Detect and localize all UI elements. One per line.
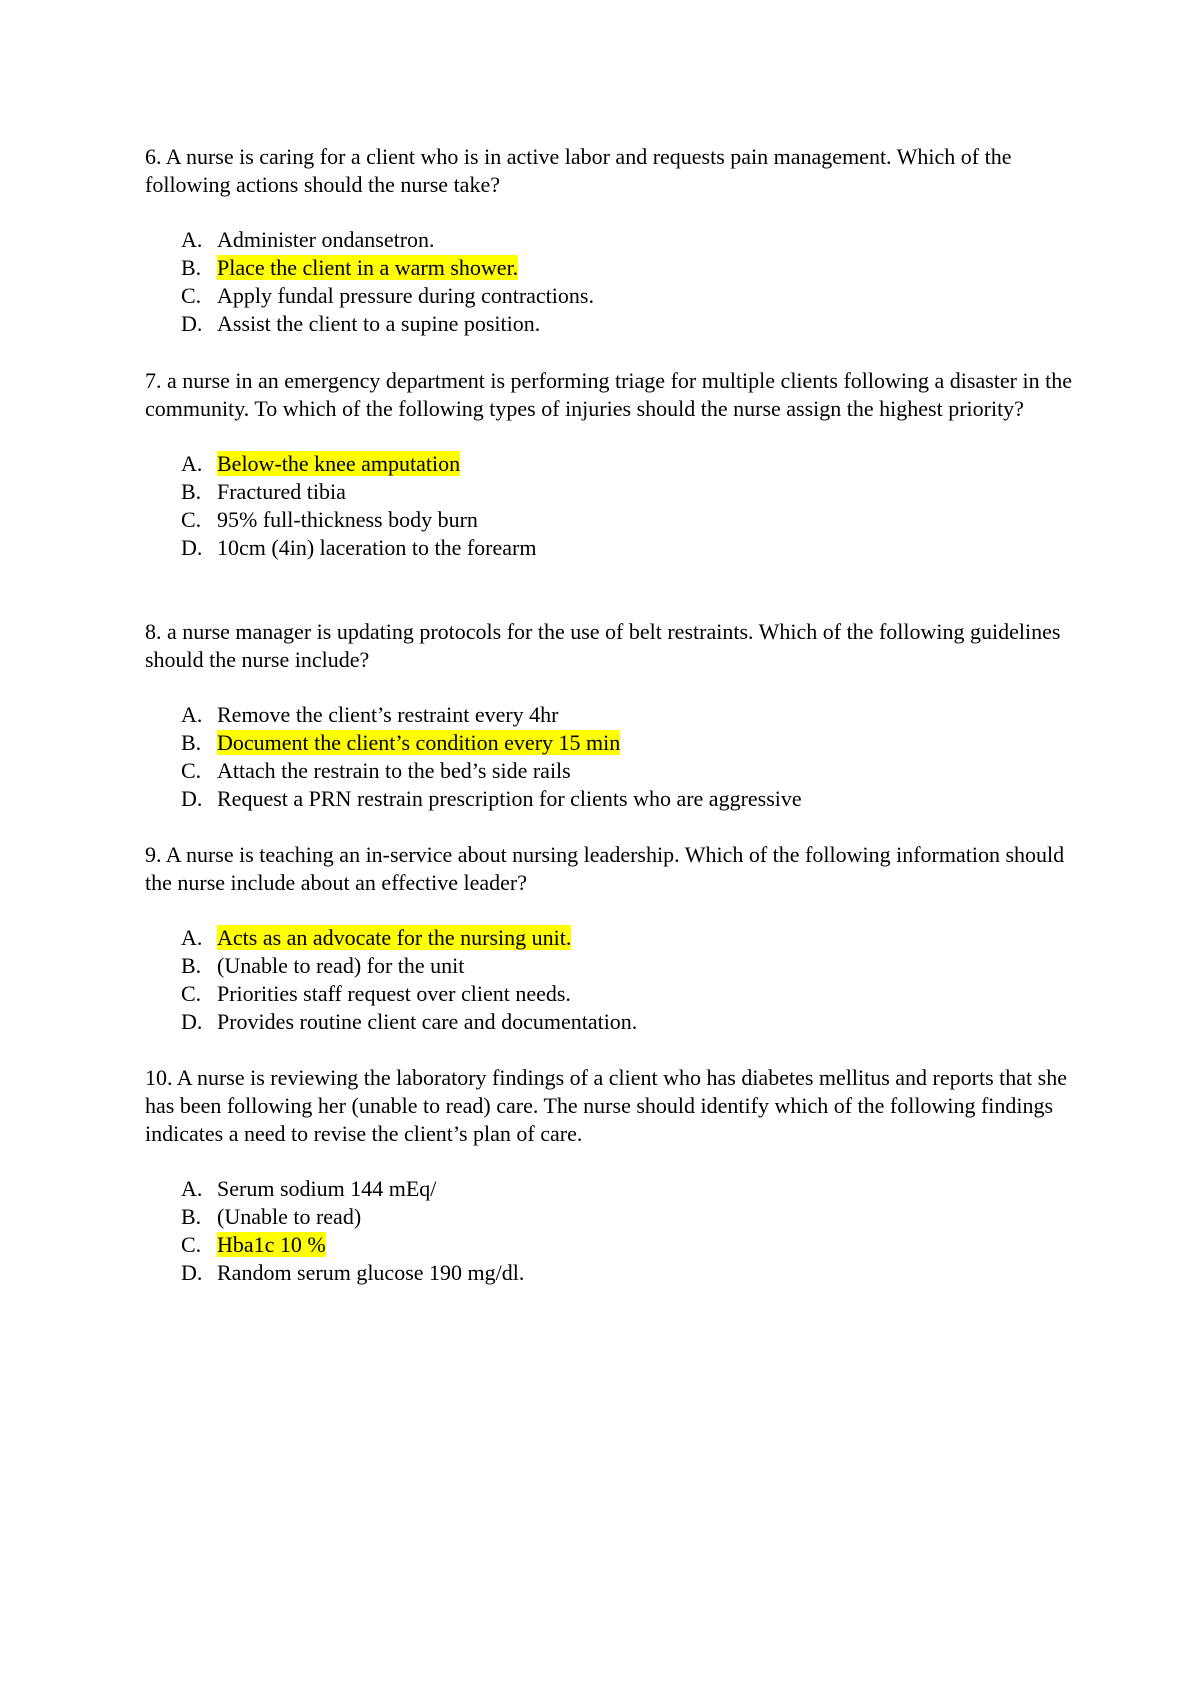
option-text: Provides routine client care and documentation. bbox=[217, 1009, 638, 1034]
option-text: (Unable to read) for the unit bbox=[217, 953, 465, 978]
option-text: Place the client in a warm shower. bbox=[217, 255, 519, 280]
option-letter: B. bbox=[181, 730, 202, 755]
question-7 bbox=[145, 367, 1095, 562]
option-text: Attach the restrain to the bed’s side rails bbox=[217, 758, 571, 783]
question-stem: 7. a nurse in an emergency department is performing triage for multiple clients following a disaster in the community. To which of the following types of injuries should the nurse assign the highest priority? bbox=[145, 368, 1072, 421]
option-letter: B. bbox=[181, 255, 202, 280]
option-a bbox=[145, 1175, 1095, 1203]
option-letter: C. bbox=[181, 981, 202, 1006]
option-a bbox=[145, 450, 1095, 478]
option-text: Random serum glucose 190 mg/dl. bbox=[217, 1260, 525, 1285]
question-stem: 10. A nurse is reviewing the laboratory findings of a client who has diabetes mellitus and reports that she has been following her (unable to read) care. The nurse should identify which of the following findings indicates a need to revise the client’s plan of care. bbox=[145, 1065, 1067, 1146]
option-letter: C. bbox=[181, 507, 202, 532]
option-a bbox=[145, 226, 1095, 254]
option-c bbox=[145, 282, 1095, 310]
answer-options bbox=[145, 226, 1095, 338]
option-letter: C. bbox=[181, 758, 202, 783]
option-text: Document the client’s condition every 15 min bbox=[217, 730, 621, 755]
option-a bbox=[145, 701, 1095, 729]
option-c bbox=[145, 506, 1095, 534]
option-c bbox=[145, 1231, 1095, 1259]
question-stem: 8. a nurse manager is updating protocols for the use of belt restraints. Which of the following guidelines should the nurse include? bbox=[145, 619, 1061, 672]
option-text: Remove the client’s restraint every 4hr bbox=[217, 702, 559, 727]
option-d bbox=[145, 785, 1095, 813]
option-letter: B. bbox=[181, 953, 202, 978]
option-text: (Unable to read) bbox=[217, 1204, 362, 1229]
option-text: Fractured tibia bbox=[217, 479, 346, 504]
option-letter: D. bbox=[181, 1009, 203, 1034]
question-6 bbox=[145, 143, 1095, 338]
answer-options bbox=[145, 450, 1095, 562]
option-letter: C. bbox=[181, 1232, 202, 1257]
option-text: Acts as an advocate for the nursing unit. bbox=[217, 925, 572, 950]
option-d bbox=[145, 1259, 1095, 1287]
option-letter: C. bbox=[181, 283, 202, 308]
option-b bbox=[145, 254, 1095, 282]
option-letter: B. bbox=[181, 1204, 202, 1229]
question-9 bbox=[145, 841, 1095, 1036]
option-d bbox=[145, 534, 1095, 562]
answer-options bbox=[145, 924, 1095, 1036]
answer-options bbox=[145, 701, 1095, 813]
option-text: Hba1c 10 % bbox=[217, 1232, 326, 1257]
option-text: 10cm (4in) laceration to the forearm bbox=[217, 535, 537, 560]
question-10 bbox=[145, 1064, 1095, 1287]
option-d bbox=[145, 310, 1095, 338]
option-text: Priorities staff request over client needs. bbox=[217, 981, 571, 1006]
option-d bbox=[145, 1008, 1095, 1036]
option-letter: A. bbox=[181, 227, 203, 252]
option-c bbox=[145, 757, 1095, 785]
option-letter: A. bbox=[181, 702, 203, 727]
option-b bbox=[145, 952, 1095, 980]
option-letter: A. bbox=[181, 451, 203, 476]
option-text: 95% full-thickness body burn bbox=[217, 507, 478, 532]
option-letter: D. bbox=[181, 1260, 203, 1285]
option-letter: A. bbox=[181, 1176, 203, 1201]
option-text: Below-the knee amputation bbox=[217, 451, 461, 476]
option-letter: D. bbox=[181, 786, 203, 811]
option-c bbox=[145, 980, 1095, 1008]
option-letter: D. bbox=[181, 311, 203, 336]
option-letter: A. bbox=[181, 925, 203, 950]
option-b bbox=[145, 729, 1095, 757]
option-letter: D. bbox=[181, 535, 203, 560]
option-text: Assist the client to a supine position. bbox=[217, 311, 541, 336]
option-text: Administer ondansetron. bbox=[217, 227, 435, 252]
option-b bbox=[145, 1203, 1095, 1231]
answer-options bbox=[145, 1175, 1095, 1287]
option-b bbox=[145, 478, 1095, 506]
option-text: Serum sodium 144 mEq/ bbox=[217, 1176, 437, 1201]
question-stem: 9. A nurse is teaching an in-service about nursing leadership. Which of the following information should the nurse include about an effective leader? bbox=[145, 842, 1065, 895]
question-8 bbox=[145, 618, 1095, 813]
option-text: Request a PRN restrain prescription for clients who are aggressive bbox=[217, 786, 802, 811]
option-letter: B. bbox=[181, 479, 202, 504]
option-text: Apply fundal pressure during contractions. bbox=[217, 283, 594, 308]
option-a bbox=[145, 924, 1095, 952]
question-stem: 6. A nurse is caring for a client who is in active labor and requests pain management. Which of the following actions should the nurse take? bbox=[145, 144, 1012, 197]
